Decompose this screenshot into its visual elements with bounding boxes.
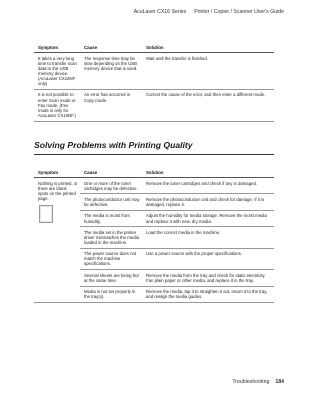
solution-cell: Use a power source with the proper specifications. (142, 248, 274, 269)
column-header-symptom: Symptom (34, 42, 80, 53)
page-footer (232, 379, 284, 385)
cause-cell: Media is not set properly in the tray(s). (80, 286, 142, 302)
table-row (34, 178, 274, 194)
symptom-cell: It takes a very long time to transfer scan data to the USB memory device. (AcuLaser CX16NF only) (34, 53, 80, 90)
table-header-row (34, 42, 274, 53)
solution-cell: Wait until the transfer is finished. (142, 53, 274, 90)
column-header-symptom: Symptom (34, 167, 80, 178)
cause-cell: The photoconductor unit may be defective. (80, 194, 142, 210)
column-header-cause: Cause (80, 167, 142, 178)
symptom-cell (34, 178, 80, 303)
page-header (0, 9, 284, 15)
scan-troubleshooting-table (34, 42, 274, 122)
blank-page-icon (39, 205, 53, 223)
column-header-solution: Solution (142, 42, 274, 53)
page-number: 184 (275, 379, 284, 385)
solution-cell: Correct the cause of the error, and then enter a different mode. (142, 89, 274, 121)
print-quality-table (34, 167, 274, 303)
solution-cell: Remove the media, tap it to straighten it out, return it to the tray, and realign the media guides. (142, 286, 274, 302)
footer-section: Troubleshooting (232, 379, 270, 385)
cause-cell: One or more of the toner cartridges may be defective. (80, 178, 142, 194)
section-divider (34, 154, 274, 155)
cause-cell: The response time may be slow depending on the USB memory device that is used. (80, 53, 142, 90)
cause-cell: Several sheets are being fed at the same time. (80, 270, 142, 286)
solution-cell: Remove the media from the tray and check for static electricity. Fan plain paper or other media, and replace it in the tray. (142, 270, 274, 286)
solution-cell: Remove the photoconductor unit and check for damage. If it is damaged, replace it. (142, 194, 274, 210)
table-row (34, 53, 274, 90)
table-row (34, 89, 274, 121)
cause-cell: The media is moist from humidity. (80, 210, 142, 226)
solution-cell: Adjust the humidity for media storage. Remove the moist media and replace it with new, dry media. (142, 210, 274, 226)
column-header-solution: Solution (142, 167, 274, 178)
section-title: Solving Problems with Printing Quality (34, 140, 193, 150)
cause-cell: The power source does not match the machine specifications. (80, 248, 142, 269)
cause-cell: An error has occurred in Copy mode. (80, 89, 142, 121)
header-product: AcuLaser CX16 Series (133, 9, 187, 15)
table-header-row (34, 167, 274, 178)
header-guide: Printer / Copier / Scanner User's Guide (194, 9, 284, 15)
solution-cell: Load the correct media in the machine. (142, 227, 274, 248)
cause-cell: The media set in the printer driver mismatches the media loaded in the machine. (80, 227, 142, 248)
column-header-cause: Cause (80, 42, 142, 53)
symptom-text: Nothing is printed, or there are blank spots on the printed page. (38, 180, 78, 201)
solution-cell: Remove the toner cartridges and check if any is damaged. (142, 178, 274, 194)
symptom-cell: It is not possible to enter Scan mode or Fax mode. (Fax mode is only for AcuLaser CX16NF.) (34, 89, 80, 121)
